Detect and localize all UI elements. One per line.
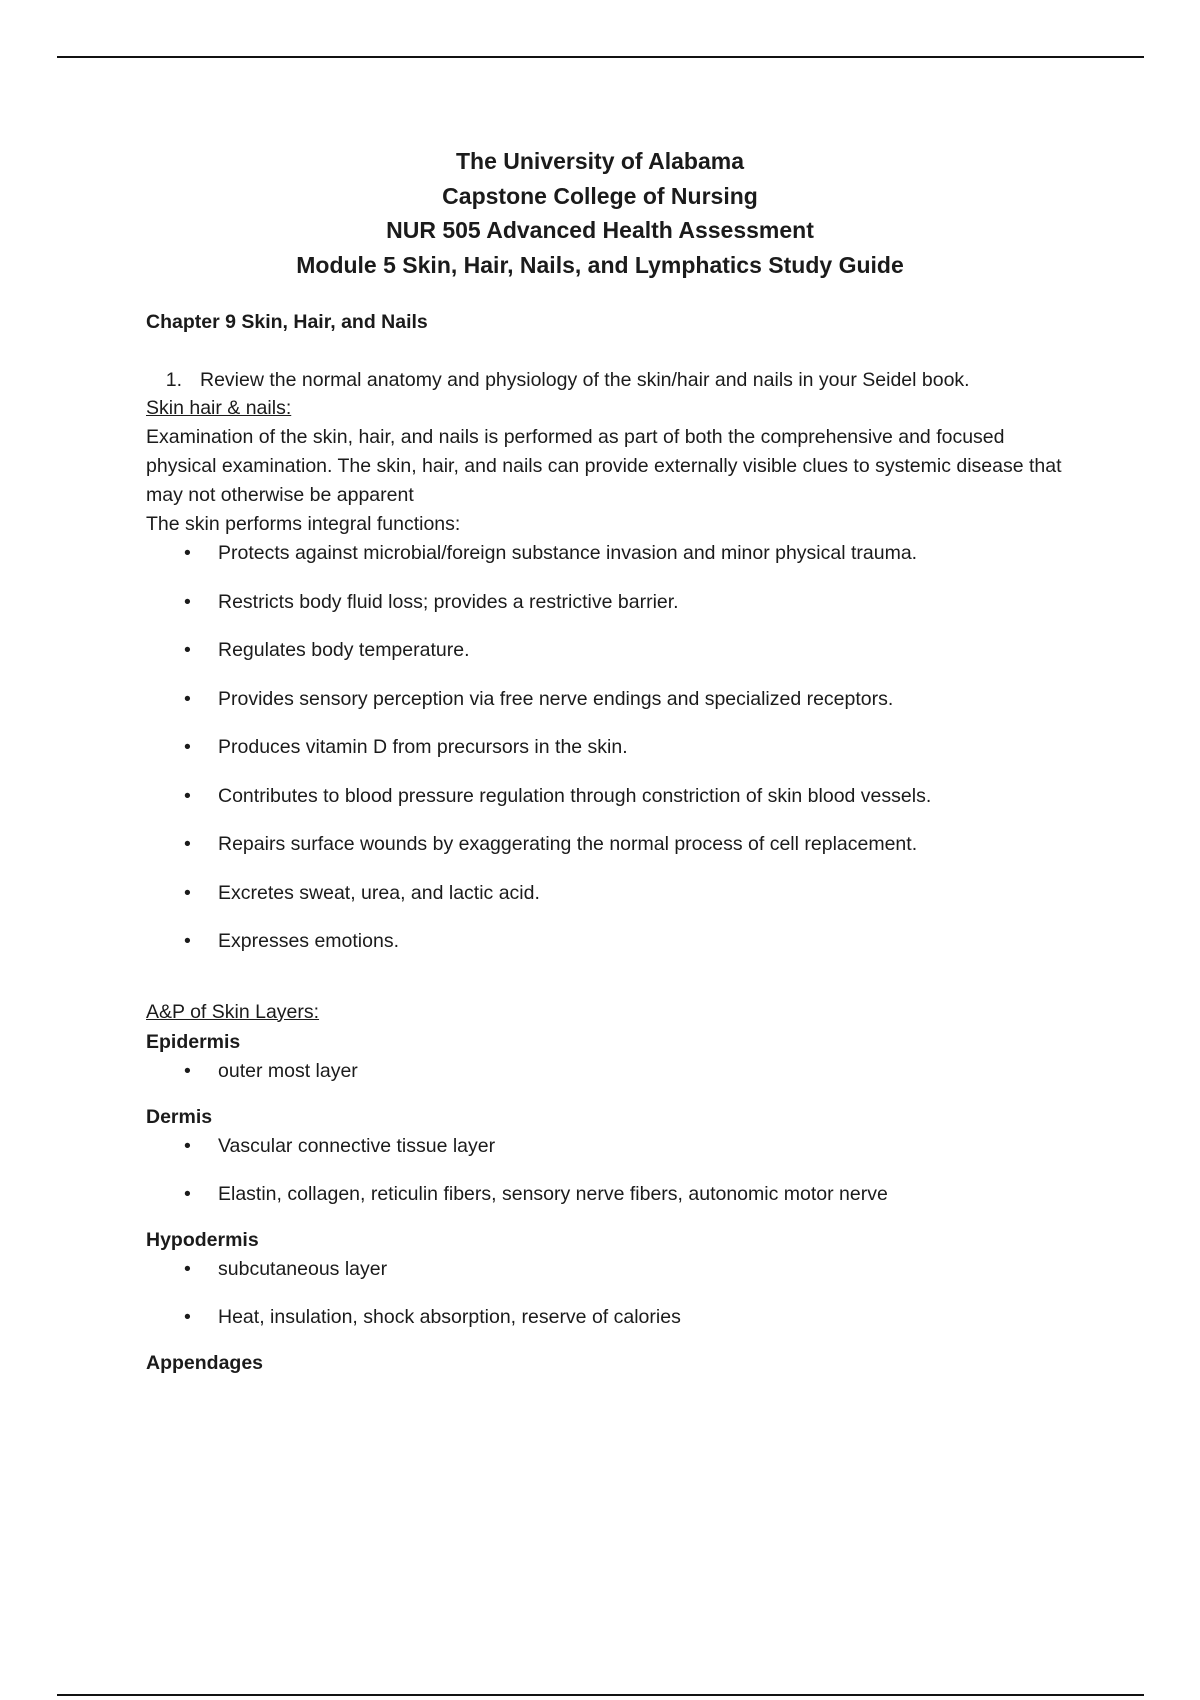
epidermis-list [146,1057,1066,1085]
header-university: The University of Alabama [455,148,744,174]
skin-section-heading: Skin hair & nails: [146,397,292,419]
top-rule [57,56,1144,58]
bottom-rule [57,1694,1144,1696]
list-item: • Protects against microbial/foreign substance invasion and minor physical trauma. [146,539,1066,567]
list-item: • Heat, insulation, shock absorption, reserve of calories [146,1303,1066,1331]
hypodermis-heading: Hypodermis [146,1228,259,1251]
header-college: Capstone College of Nursing [442,182,758,209]
appendages-heading: Appendages [146,1351,264,1374]
dermis-heading: Dermis [146,1105,213,1128]
layers-heading: A&P of Skin Layers: [146,1000,320,1023]
functions-intro: The skin performs integral functions: [146,513,461,535]
list-item: • Vascular connective tissue layer [146,1132,1066,1160]
list-item: • Contributes to blood pressure regulation through constriction of skin blood vessels. [146,782,1066,810]
list-item: • Elastin, collagen, reticulin fibers, sensory nerve fibers, autonomic motor nerve [146,1180,1066,1208]
header-course: NUR 505 Advanced Health Assessment [386,217,814,243]
header-module: Module 5 Skin, Hair, Nails, and Lymphatics Study Guide [296,251,904,278]
document-header [134,144,1066,282]
document-body [146,144,1066,1378]
list-item: • Excretes sweat, urea, and lactic acid. [146,879,1066,907]
skin-functions-list [146,539,1066,955]
list-item: • Repairs surface wounds by exaggerating the normal process of cell replacement. [146,830,1066,858]
numbered-item-1 [146,366,1066,394]
list-item: • Regulates body temperature. [146,636,1066,664]
epidermis-heading: Epidermis [146,1030,241,1053]
list-item: • Provides sensory perception via free nerve endings and specialized receptors. [146,685,1066,713]
dermis-list [146,1132,1066,1208]
chapter-title: Chapter 9 Skin, Hair, and Nails [146,311,428,333]
item-number: 1. [165,369,182,391]
list-item: • subcutaneous layer [146,1255,1066,1283]
item-text: Review the normal anatomy and physiology of the skin/hair and nails in your Seidel book. [200,369,970,391]
list-item: • outer most layer [146,1057,1066,1085]
list-item: • Produces vitamin D from precursors in the skin. [146,733,1066,761]
skin-intro-paragraph: Examination of the skin, hair, and nails is performed as part of both the comprehensive and focused physical examination. The skin, hair, and nails can provide externally visible clues to systemic disease that may not otherwise be apparent [146,426,1062,506]
list-item: • Restricts body fluid loss; provides a restrictive barrier. [146,588,1066,616]
list-item: • Expresses emotions. [146,927,1066,955]
hypodermis-list [146,1255,1066,1331]
